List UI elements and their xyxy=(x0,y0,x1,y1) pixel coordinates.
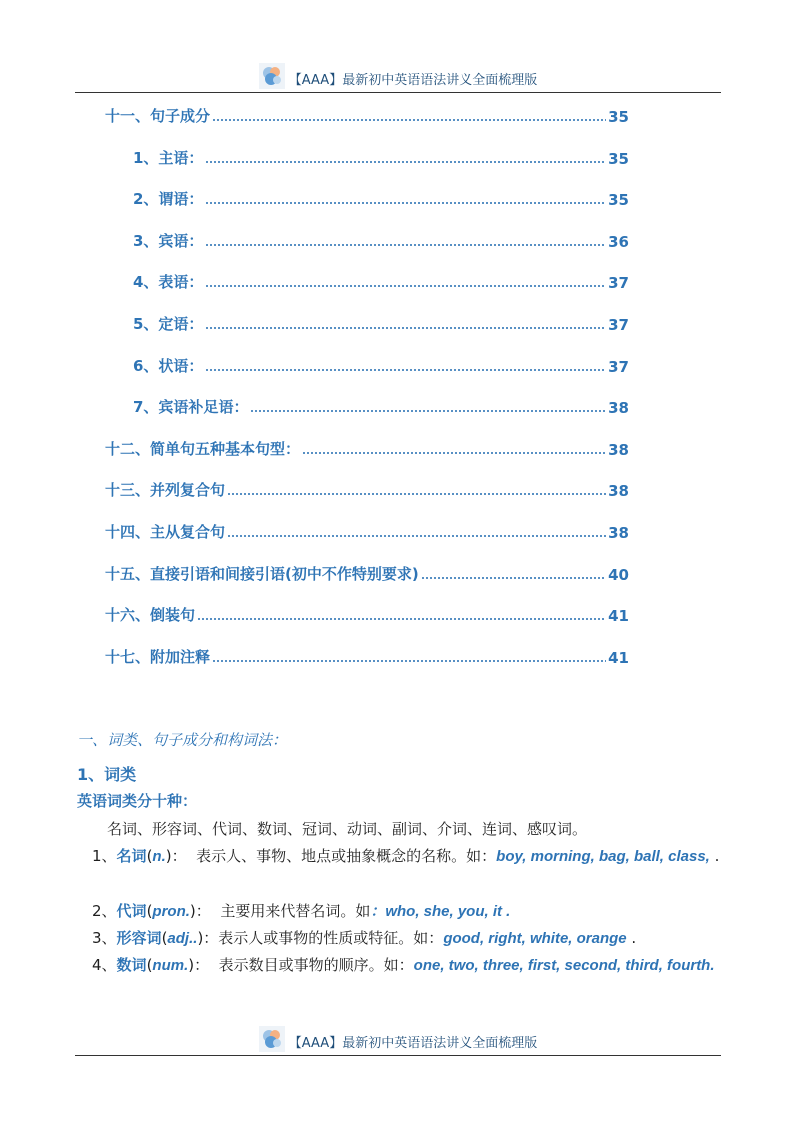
toc-entry-11-4[interactable] xyxy=(133,270,629,292)
toc-leader xyxy=(302,452,606,454)
toc-label: 4、表语： xyxy=(133,273,204,291)
toc-entry-11-5[interactable] xyxy=(133,312,629,334)
toc-leader xyxy=(212,660,606,662)
toc-page: 38 xyxy=(608,524,629,542)
item-num: 4、 xyxy=(92,956,117,974)
item-num: 1、 xyxy=(92,847,117,865)
toc-page: 41 xyxy=(608,649,629,667)
toc-page: 38 xyxy=(608,441,629,459)
intro-text: 名词、形容词、代词、数词、冠词、动词、副词、介词、连词、感叹词。 xyxy=(107,820,588,838)
page-header xyxy=(75,62,721,93)
item-abbr: num. xyxy=(152,957,189,974)
toc-leader xyxy=(227,535,606,537)
toc-page: 40 xyxy=(608,566,629,584)
item-abbr: adj.. xyxy=(167,930,198,947)
item-noun: 1、名词(n.)： 表示人、事物、地点或抽象概念的名称。如：boy, morning, bag, ball, class, . xyxy=(92,847,720,865)
toc-label: 5、定语： xyxy=(133,315,204,333)
toc-leader xyxy=(205,244,606,246)
item-examples: boy, morning, bag, ball, class, xyxy=(496,848,710,865)
toc-leader xyxy=(205,285,606,287)
toc-page: 35 xyxy=(608,191,629,209)
toc-label: 十七、附加注释 xyxy=(105,648,211,666)
toc-entry-11-6[interactable] xyxy=(133,354,629,376)
toc-label: 7、宾语补足语： xyxy=(133,398,249,416)
toc-leader xyxy=(421,577,606,579)
item-desc: 主要用来代替名词。如 xyxy=(220,902,371,920)
toc-entry-11[interactable] xyxy=(105,104,629,126)
item-examples: ：who, she, you, it . xyxy=(370,903,511,920)
item-examples: good, right, white, orange xyxy=(443,930,627,947)
word-class-list xyxy=(107,816,722,843)
subsubsection-title: 英语词类分十种： xyxy=(77,792,198,810)
toc-page: 37 xyxy=(608,316,629,334)
toc-entry-13[interactable] xyxy=(105,478,629,500)
toc-label: 十二、简单句五种基本句型： xyxy=(105,440,301,458)
item-tail: . xyxy=(714,847,720,865)
footer-logo-icon xyxy=(259,1026,285,1052)
toc-entry-15[interactable] xyxy=(105,562,629,584)
item-abbr: n. xyxy=(152,848,166,865)
toc-entry-11-7[interactable] xyxy=(133,395,629,417)
toc-label: 十三、并列复合句 xyxy=(105,481,226,499)
toc-leader xyxy=(250,410,606,412)
toc-label: 3、宾语： xyxy=(133,232,204,250)
toc-label: 十四、主从复合句 xyxy=(105,523,226,541)
item-desc: 表示人、事物、地点或抽象概念的名称。如： xyxy=(196,847,497,865)
toc-entry-11-2[interactable] xyxy=(133,187,629,209)
toc-page: 41 xyxy=(608,607,629,625)
toc-label: 6、状语： xyxy=(133,357,204,375)
toc-page: 35 xyxy=(608,150,629,168)
header-title: 【AAA】最新初中英语语法讲义全面梳理版 xyxy=(288,73,538,88)
item-term: 名词 xyxy=(116,847,147,865)
toc-leader xyxy=(205,202,606,204)
item-numeral: 4、数词(num.)： 表示数目或事物的顺序。如：one, two, three, first, second, third, fourth. xyxy=(92,956,715,974)
item-term: 代词 xyxy=(116,902,147,920)
section-title: 一、词类、句子成分和构词法： xyxy=(77,731,288,749)
toc-entry-14[interactable] xyxy=(105,520,629,542)
item-num: 3、 xyxy=(92,929,117,947)
item-desc: 表示人或事物的性质或特征。如： xyxy=(218,929,444,947)
item-adjective: 3、形容词(adj..)：表示人或事物的性质或特征。如：good, right, white, orange . xyxy=(92,929,637,947)
toc-entry-17[interactable] xyxy=(105,645,629,667)
toc-page: 38 xyxy=(608,399,629,417)
toc-leader xyxy=(205,327,606,329)
toc-label: 十六、倒装句 xyxy=(105,606,196,624)
toc-entry-12[interactable] xyxy=(105,437,629,459)
toc-page: 37 xyxy=(608,358,629,376)
toc-label: 十五、直接引语和间接引语(初中不作特别要求) xyxy=(105,565,419,583)
toc-label: 十一、句子成分 xyxy=(105,107,211,125)
toc-leader xyxy=(205,369,606,371)
item-abbr: pron. xyxy=(152,903,190,920)
toc-label: 2、谓语： xyxy=(133,190,204,208)
item-pronoun: 2、代词(pron.)： 主要用来代替名词。如：who, she, you, it . xyxy=(92,902,511,920)
toc-entry-11-3[interactable] xyxy=(133,229,629,251)
item-num: 2、 xyxy=(92,902,117,920)
toc-leader xyxy=(205,161,606,163)
toc-page: 35 xyxy=(608,108,629,126)
item-term: 形容词 xyxy=(116,929,162,947)
item-term: 数词 xyxy=(116,956,147,974)
item-desc: 表示数目或事物的顺序。如： xyxy=(218,956,414,974)
item-tail: . xyxy=(631,929,637,947)
subsection-title: 1、词类 xyxy=(77,765,137,784)
footer-title: 【AAA】最新初中英语语法讲义全面梳理版 xyxy=(288,1036,538,1051)
item-examples: one, two, three, first, second, third, fourth. xyxy=(413,957,715,974)
header-logo-icon xyxy=(259,63,285,89)
toc-label: 1、主语： xyxy=(133,149,204,167)
toc-leader xyxy=(197,618,606,620)
toc-page: 38 xyxy=(608,482,629,500)
page-footer xyxy=(75,1025,721,1056)
toc-entry-11-1[interactable] xyxy=(133,146,629,168)
toc-leader xyxy=(212,119,606,121)
toc-leader xyxy=(227,493,606,495)
toc-page: 36 xyxy=(608,233,629,251)
toc-page: 37 xyxy=(608,274,629,292)
toc-entry-16[interactable] xyxy=(105,603,629,625)
